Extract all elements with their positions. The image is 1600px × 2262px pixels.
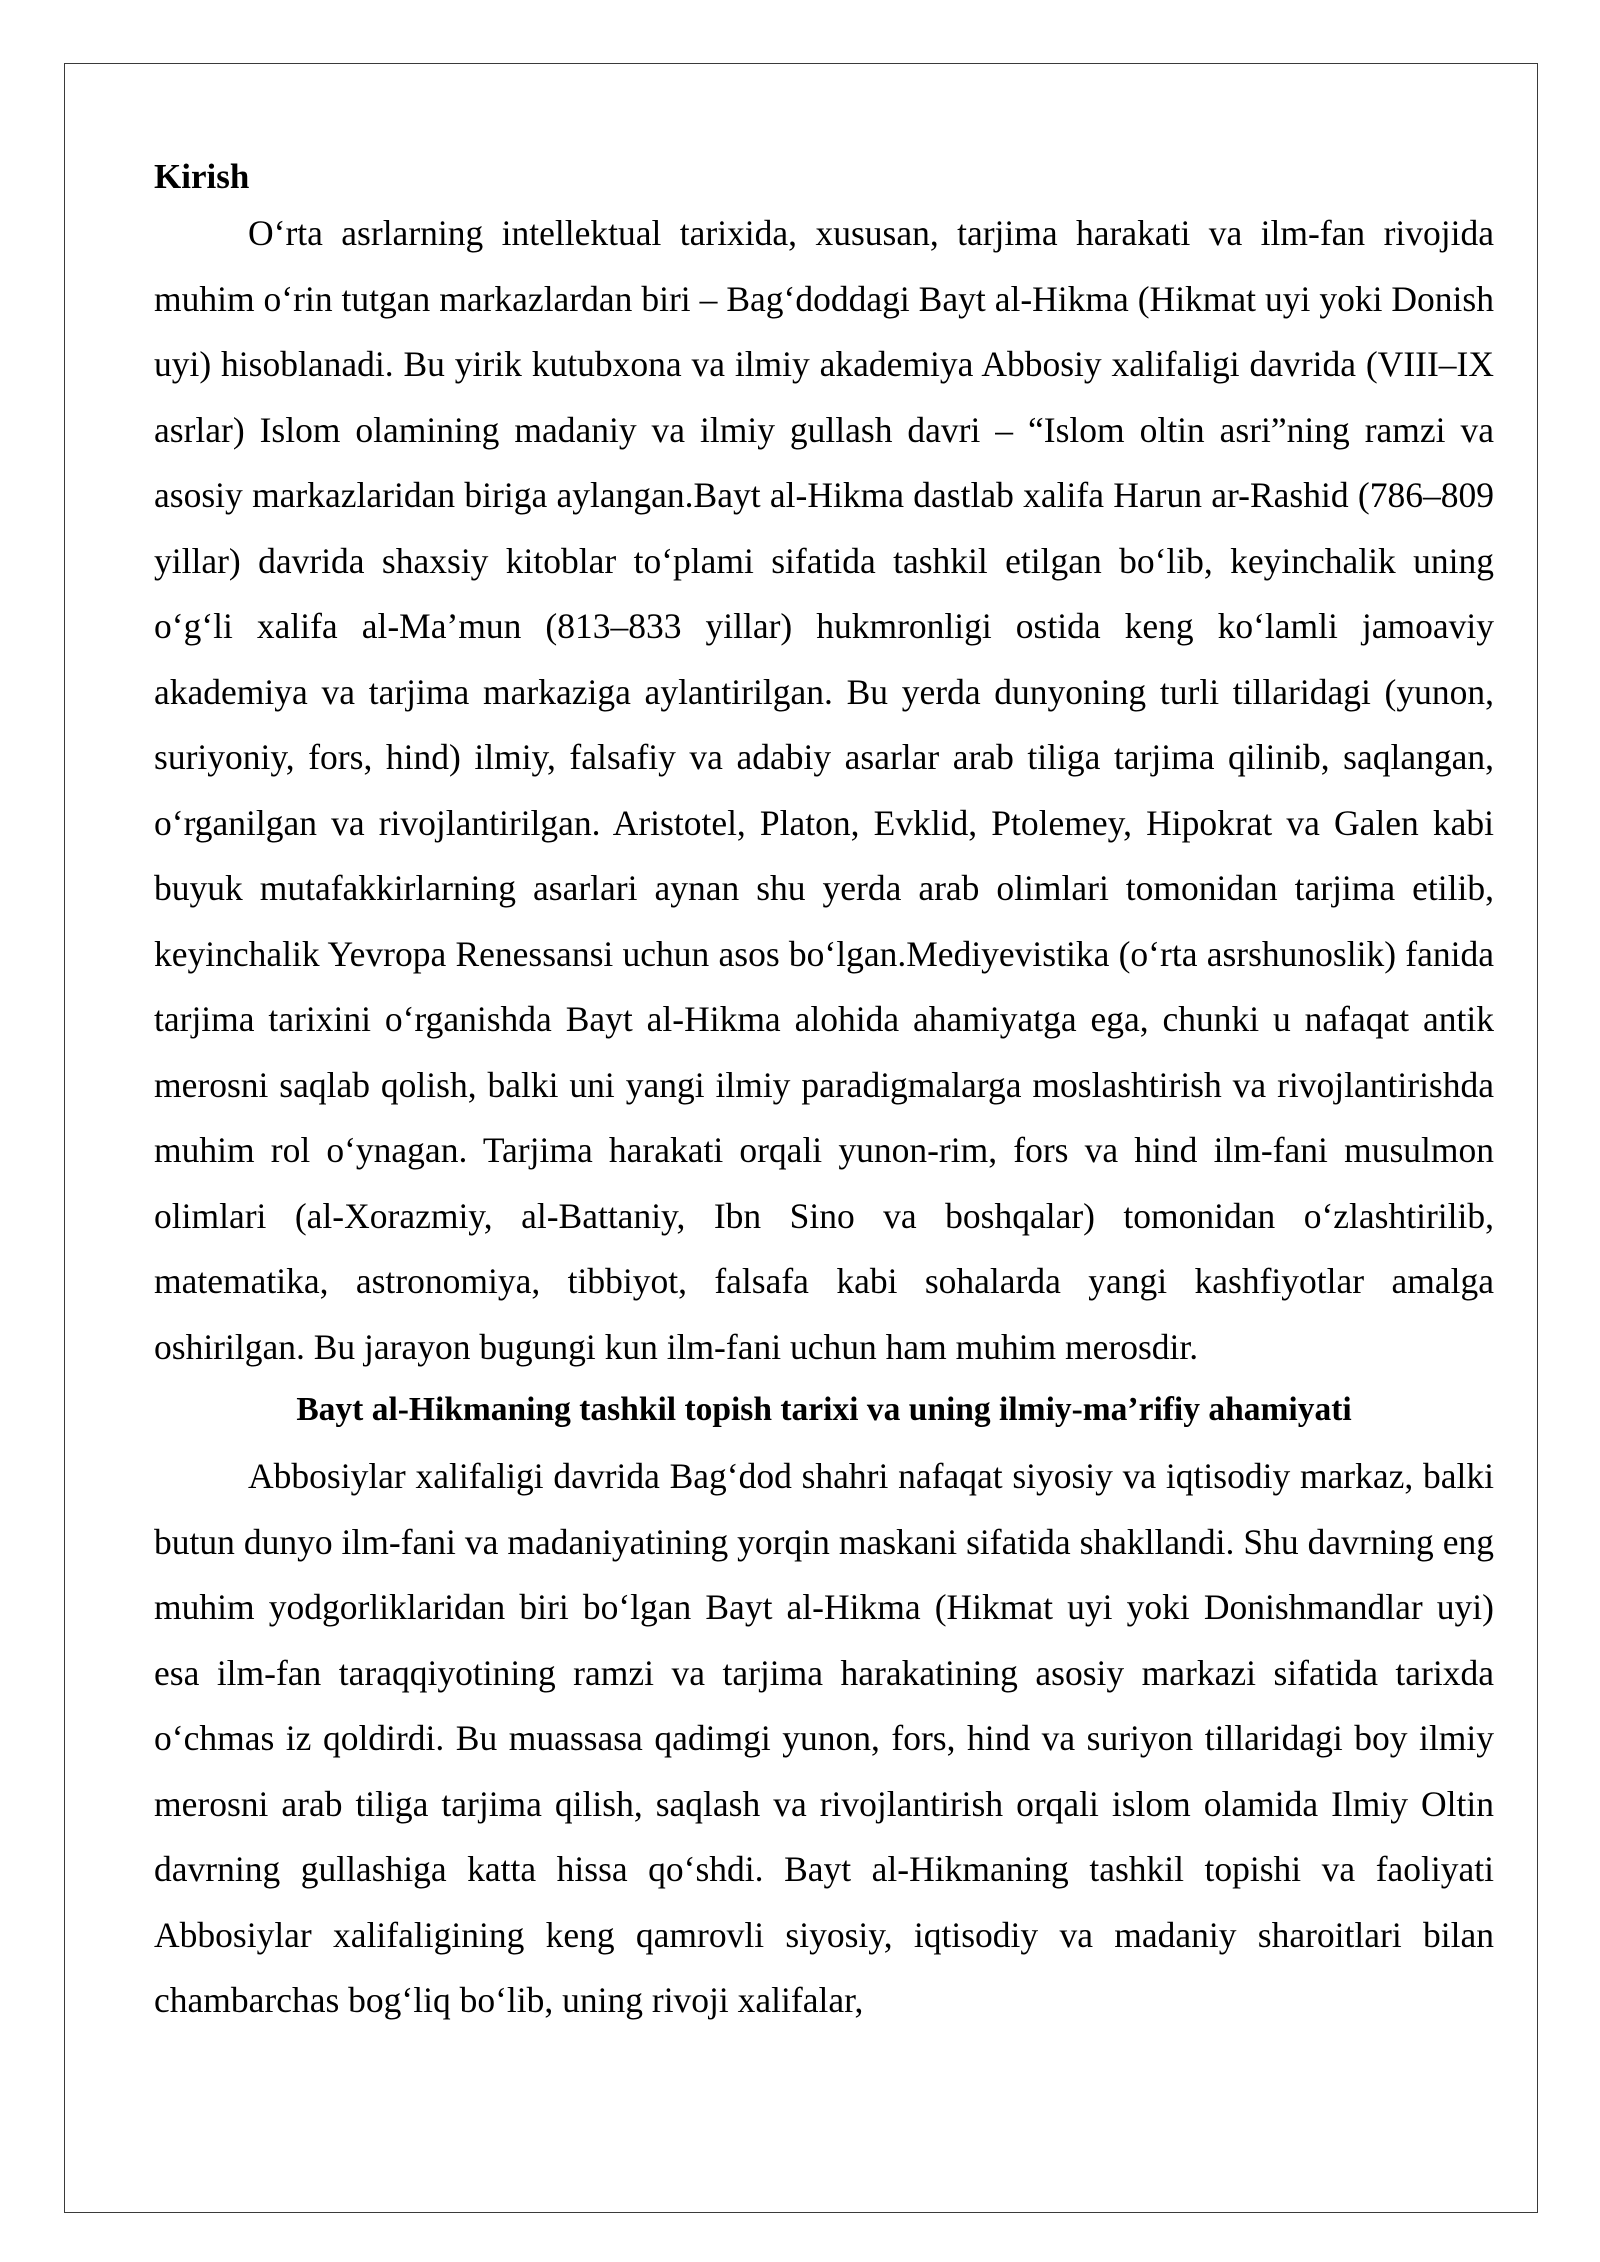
section-paragraph: Abbosiylar xalifaligi davrida Bag‘dod shahri nafaqat siyosiy va iqtisodiy markaz, balki butun dunyo ilm-fani va madaniyatining yorqin maskani sifatida shakllandi. Shu davrning eng muhim yodgorliklaridan biri bo‘lgan Bayt al-Hikma (Hikmat uyi yoki Donishmandlar uyi) esa ilm-fan taraqqiyotining ramzi va tarjima harakatining asosiy markazi sifatida tarixda o‘chmas iz qoldirdi. Bu muassasa qadimgi yunon, fors, hind va suriyon tillaridagi boy ilmiy merosni arab tiliga tarjima qilish, saqlash va rivojlantirish orqali islom olamida Ilmiy Oltin davrning gullashiga katta hissa qo‘shdi. Bayt al-Hikmaning tashkil topishi va faoliyati Abbosiylar xalifaligining keng qamrovli siyosiy, iqtisodiy va madaniy sharoitlari bilan chambarchas bog‘liq bo‘lib, uning rivoji xalifalar, <box>154 1456 1494 2020</box>
section-heading: Bayt al-Hikmaning tashkil topish tarixi va uning ilmiy-ma’rifiy ahamiyati <box>296 1391 1352 1428</box>
document-body <box>154 152 1494 2034</box>
intro-heading: Kirish <box>154 157 250 196</box>
intro-paragraph: O‘rta asrlarning intellektual tarixida, xususan, tarjima harakati va ilm-fan rivojida muhim o‘rin tutgan markazlardan biri – Bag‘doddagi Bayt al-Hikma (Hikmat uyi yoki Donish uyi) hisoblanadi. Bu yirik kutubxona va ilmiy akademiya Abbosiy xalifaligi davrida (VIII–IX asrlar) Islom olamining madaniy va ilmiy gullash davri – “Islom oltin asri”ning ramzi va asosiy markazlaridan biriga aylangan.Bayt al-Hikma dastlab xalifa Harun ar-Rashid (786–809 yillar) davrida shaxsiy kitoblar to‘plami sifatida tashkil etilgan bo‘lib, keyinchalik uning o‘g‘li xalifa al-Ma’mun (813–833 yillar) hukmronligi ostida keng ko‘lamli jamoaviy akademiya va tarjima markaziga aylantirilgan. Bu yerda dunyoning turli tillaridagi (yunon, suriyoniy, fors, hind) ilmiy, falsafiy va adabiy asarlar arab tiliga tarjima qilinib, saqlangan, o‘rganilgan va rivojlantirilgan. Aristotel, Platon, Evklid, Ptolemey, Hipokrat va Galen kabi buyuk mutafakkirlarning asarlari aynan shu yerda arab olimlari tomonidan tarjima etilib, keyinchalik Yevropa Renessansi uchun asos bo‘lgan.Mediyevistika (o‘rta asrshunoslik) fanida tarjima tarixini o‘rganishda Bayt al-Hikma alohida ahamiyatga ega, chunki u nafaqat antik merosni saqlab qolish, balki uni yangi ilmiy paradigmalarga moslashtirish va rivojlantirishda muhim rol o‘ynagan. Tarjima harakati orqali yunon-rim, fors va hind ilm-fani musulmon olimlari (al-Xorazmiy, al-Battaniy, Ibn Sino va boshqalar) tomonidan o‘zlashtirilib, matematika, astronomiya, tibbiyot, falsafa kabi sohalarda yangi kashfiyotlar amalga oshirilgan. Bu jarayon bugungi kun ilm-fani uchun ham muhim merosdir. <box>154 213 1494 1367</box>
